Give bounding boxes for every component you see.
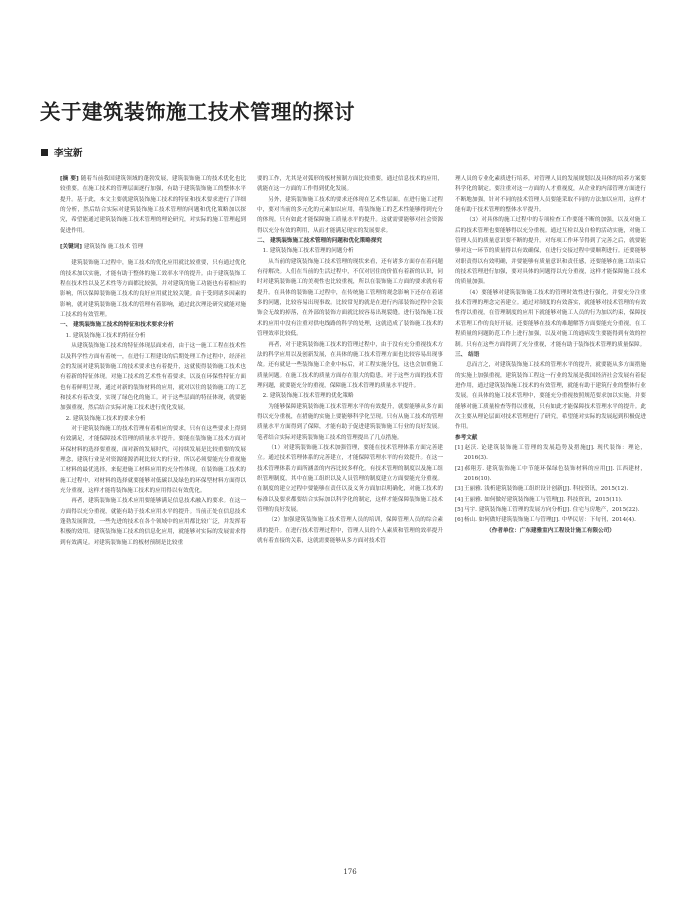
subsection-heading: 1. 建筑装饰施工技术的特征分析 [65,332,146,339]
abstract-text: 随着当前我国建筑领域的蓬勃发展，建筑装饰施工的技术优化也比较重要。在施工技术的管理层面逐行加强，有助于建筑装饰施工的整体水平提升。基于此，本文主要就建筑装饰施工技术的特征和技术要求进行了详细的分析，然后结合实际对建筑装饰施工技术管理的问题和优化策略加以探究，希望能通过建筑装饰施工技术管理的理论研究，对实际的施工管理起到促进作用。 [60,176,246,234]
author-line [41,145,83,159]
section-heading: 一、 建筑装饰施工技术的特征和技术要求分析 [60,322,174,329]
page-number: 176 [343,868,357,876]
body-paragraph: 建筑装饰施工过程中，施工技术的优化应用就比较重要，只有通过优化的技术加以实施，才能有助于整体的施工效率水平的提升。由于建筑装饰工程在技术性以及艺术性等方面都比较强，并对建筑的施工功能也有着相应的影响，所以保障装饰施工技术的良好应用就比较关键。由于受到诸多因素的影响，就对建筑装饰施工技术的管理有着影响，通过此次理论研究就能对施工技术的有效管理。 [60,260,246,319]
reference-label: [1] [455,444,463,451]
body-paragraph: 再者，对于建筑装饰施工技术的管理过程中，由于没有充分重视技术方法的科学应用以及创新发展，在具体的施工技术管理方面也比较容易出现事故。还有就是一些装饰施工企业中标后，对工程实施分包，这也会加重施工质量问题。在施工技术的质量方面存在很大的隐患。对于这些方面的技术管理问题，就要能充分的重视，保障施工技术管理的质量水平提升。 [257,341,443,389]
reference-item [455,515,646,525]
body-paragraph: （2）加强建筑装饰施工技术管理人员的培训，保障管理人员的综合素质的提升。在进行技术管理过程中，管理人员的个人素质和管理的效率提升就有着直接的关系，这就需要能够从多方面对技术管 [257,517,443,545]
body-paragraph: 为能够保障建筑装饰施工技术管理水平的有效提升，就要能够从多方面得以充分重视，在措施的实施上要能够科学化呈现。只有从施工技术的管理质量水平方面得到了保障，才能有助于促进建筑装饰施工行业的良好发展。笔者结合实际对建筑装饰施工技术的管理提出了几点措施。 [257,403,443,441]
reference-text: 王丽雅. 浅析建筑装饰施工组织设计创新[J]. 科技资讯，2015(12). [463,486,629,493]
reference-item [455,484,646,494]
body-paragraph: 总而言之，对建筑装饰施工技术的管理水平的提升，就要能从多方面措施的实施上加强重视，建筑装饰工程这一行业的发展是我国经济社会发展有着促进作用，通过建筑装饰施工技术的有效管理，就能有助于建筑行业的整体行业发展。在具体的施工技术管理中，要能充分重视按照规范要求加以实施，并要能够对施工质量检查等得以重视，只有如此才能保障技术管理水平的提升。此次主要从理论层面对技术管理进行了研究，希望能对实际的发展起到积极促进作用。 [455,362,646,431]
subsection-heading: 2. 建筑装饰施工技术的要求分析 [65,415,146,422]
reference-text: 郝翔芳. 建筑装饰施工中节能环保绿色装饰材料的应用[J]. 江西建材，2016(10). [463,465,646,482]
reference-item [455,505,646,515]
reference-text: 杨山. 如何做好建筑装饰施工与管理[J]. 中华民居：下旬刊，2014(4). [463,517,636,524]
body-paragraph: 另外，建筑装饰施工技术的要求还体现在艺术性层面。在进行施工过程中，要对当前的多元化的元素加以应用，将装饰施工的艺术性能够得到充分的体现。只有如此才能保障施工质量水平的提升。这就需要能够对社会资源得以充分有效的利用，从而才能满足现实的发展要求。 [257,196,443,234]
reference-label: [3] [455,486,463,493]
reference-label: [4] [455,496,463,503]
text-column-3 [455,174,646,536]
body-paragraph: 再者，建筑装饰施工技术应用要能够满足信息技术融入的要求。在这一方面得以充分重视，就能有助于技术应用水平的提升。当前正处在信息技术蓬勃发展阶段，一些先进的技术在各个领域中的应用都比较广泛，并发挥着积极的效用。建筑装饰施工技术的信息化应用，就能够对实际的发展需求得到有效满足。对建筑装饰施工的板材预制是比较重 [60,498,246,546]
body-paragraph: 从建筑装饰施工技术的特征体现层面来看，由于这一施工工程在技术性以及科学性方面有着统一，在进行工程建设的后期处理工作过程中，经济社会的发展对建筑装饰施工的技术要求也有着提升，这就使得装饰施工技术也有着新的特征体现。对施工技术的艺术性有着要求，以及在环保性特征方面也有着鲜明呈现，通过对新的装饰材料的应用，就对以往的装饰施工的工艺和技术有着改变，实现了绿色化的施工。对于这些层面的特征体现，就要能加强重视，然后结合实际对施工技术进行优化发展。 [60,343,246,412]
reference-item [455,495,646,505]
abstract-label: [摘 要] [60,176,79,182]
reference-label: [5] [455,507,463,513]
body-paragraph: （1）对建筑装饰施工技术加强管理，要能在技术管理体系方面完善建立。通过技术管理体系的完善建立，才能保障管理水平的有效提升。在这一技术管理体系方面所涵盖的内容比较多样化，有技术管理的制度以及施工组织管理制度，其中在施工组织以及人员管理的制度建立方面要能充分重视。在制度的建立过程中要能够在责任以及义务方面加以明确化，对施工技术的标准以及要求都要结合实际加以科学化的制定，这样才能保障装饰施工技术管理的良好发展。 [257,444,443,513]
reference-item [455,464,646,485]
reference-label: [6] [455,517,463,524]
abstract [60,174,246,236]
reference-text: 赵沃. 论建筑装饰施工管理的发展趋势及措施[J]. 现代装饰：理论，2016(3). [463,444,646,462]
reference-label: [2] [455,465,463,472]
text-column-1 [60,174,246,548]
reference-item [455,443,646,464]
section-heading: 参考文献 [455,434,478,441]
body-paragraph: 对于建筑装饰施工的技术管理有着相应的要求，只有在这些要求上得到有效满足，才能保障技术管理的质量水平提升。要能在装饰施工技术方面对环保材料的选择要重视，面对新的发展时代，可持续发展是比较重要的发展理念，建筑行业是对资源能源消耗比较大的行业，所以必须要能充分重视施工材料的最优选择，来促进施工材料应用的充分性体现。在装饰施工技术的施工过程中，对材料的选择就要能够对低碳以及绿色的环保型材料方面得以充分重视，这样才能将装饰施工技术的应用得以有效优化。 [60,425,246,494]
section-heading: 三、 结语 [455,351,480,358]
subsection-heading: 1. 建筑装饰施工技术管理的问题分析 [262,248,354,255]
keywords-label: [关键词] [60,244,82,251]
square-bullet-icon [41,149,48,156]
body-paragraph: （4）要能够对建筑装饰施工技术的管理时效性进行强化，并要充分注重技术管理的理念完善建立。通过对制度的有效落实，就能够对技术管理的有效性得以重视，在管理制度的应用下就能够对施工人员的行为加以约束，保障技术管理工作的良好开展。还要能够在技术的难题解答方面要能充分重视，在工程质量的问题防范工作上进行加强，以及对施工的通病发生要能得到有效的控制。只有在这些方面得到了充分重视，才能有助于装饰技术管理的质量保障。 [455,289,646,348]
author-name: 李宝新 [54,148,83,159]
body-paragraph: 要的工作，尤其是对弧形的板材预制方面比较重要，通过信息技术的应用，就能在这一方面的工作得到优化发展。 [257,176,443,193]
text-column-2 [257,174,443,546]
reference-text: 马宇. 建筑装饰施工管理的发展方向分析[J]. 住宅与房地产，2015(22). [463,507,640,513]
section-heading: 二、 建筑装饰施工技术管理的问题和优化策略探究 [257,238,383,245]
body-paragraph: 理人员的专业化素质进行培养，对管理人员的发展规划以及具体的培养方案要科学化的制定。要注重对这一方面的人才重视度，从企业的内部管理方面进行不断地加强，针对不同的技术管理人员要能采取不同的方法加以应用，这样才能有助于技术管理的整体水平提升。 [455,176,646,214]
author-affiliation: （作者单位：广东建雅室内工程设计施工有限公司） [486,527,615,534]
subsection-heading: 2. 建筑装饰施工技术管理的优化策略 [262,393,354,400]
keywords [60,242,246,252]
body-paragraph: 从当前的建筑装饰施工技术管理的现状来看，还有诸多方面存在着问题有待解决。人们在当前的生活过程中，不仅对居住的价值有着新的认识，同时对建筑装饰施工的美观性也比较重视，所以在装饰施工方面的要求就有着提升。在具体的装饰施工过程中，在传统施工管理的观念影响下还存在着诸多的问题，比较容易出现事故。比较常见的就是在进行内部装饰过程中会装饰会无故的掉落，在外部的装饰方面就比较容易出现裂缝。进行装饰施工技术的应用中没有注重对供电线路的科学的处理，这就造成了装饰施工技术的管理效率比较低。 [257,258,443,338]
body-paragraph: （3）对具体的施工过程中的专项检查工作要能不断的加强，以及对施工后的技术管理也要能够得以充分重视。通过互检以及自检的活动实施，对施工管理人员的质量意识要不断的提升。对每项工作环节得到了完善之后，就要能够对这一环节的质量得以有效确保，在进行交接过程中要顺利进行。还要能够对职责得以有效明确，并要能够有质量意识和责任感，还要能够在施工结束后的技术管理进行加强，要对具体的问题得以充分重视，这样才能保障施工技术的质量加强。 [455,217,646,286]
reference-text: 王丽雅. 如何做好建筑装饰施工与管理[J]. 科技资讯，2015(11). [463,496,623,503]
keywords-text: 建筑装饰 施工技术 管理 [83,244,144,251]
article-title: 关于建筑装饰施工技术管理的探讨 [40,100,355,124]
